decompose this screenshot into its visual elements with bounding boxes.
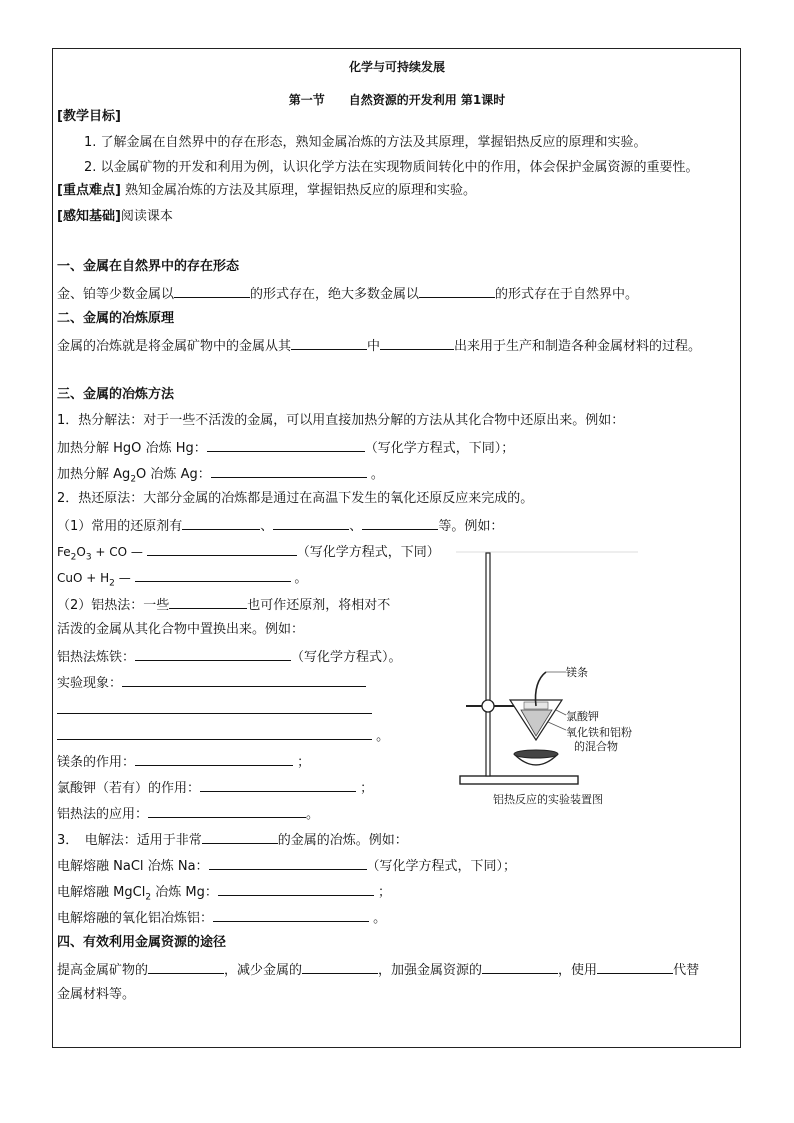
- objective-2: 2. 以金属矿物的开发和利用为例，认识化学方法在实现物质间转化中的作用，体会保护金属资源的重要性。: [84, 160, 699, 175]
- ag2o-line: 加热分解 $Ag_2O$ 冶炼 Ag： 。: [57, 464, 384, 484]
- section-1-heading: 一、金属在自然界中的存在形态: [57, 259, 240, 274]
- equation-blank[interactable]: [207, 438, 365, 452]
- key-points-label: [重点难点]: [57, 183, 121, 198]
- fill-blank[interactable]: [174, 284, 250, 298]
- thermite-intro-2: 活泼的金属从其化合物中置换出来。例如：: [57, 622, 305, 637]
- thermal-reduction: 2．热还原法：大部分金属的冶炼都是通过在高温下发生的氧化还原反应来完成的。: [57, 491, 534, 506]
- label-kclo3: 氯酸钾: [566, 710, 599, 723]
- answer-blank[interactable]: [148, 804, 306, 818]
- basic-reading: [57, 208, 173, 226]
- answer-blank[interactable]: [122, 673, 366, 687]
- equation-blank[interactable]: [209, 856, 367, 870]
- stand-base: [460, 776, 578, 784]
- phenomenon-line: 实验现象：: [57, 673, 366, 693]
- phenomenon-line-2: [57, 700, 372, 720]
- stand-rod: [486, 553, 490, 776]
- cuo-line: CuO + $H_2$ — 。: [57, 568, 307, 588]
- answer-blank[interactable]: [57, 726, 372, 740]
- section-4-heading: 四、有效利用金属资源的途径: [57, 935, 227, 950]
- mg-role-line: 镁条的作用： ；: [57, 752, 310, 772]
- reducing-agents-line: （1）常用的还原剂有 、 、 等。例如：: [57, 516, 503, 536]
- fill-blank[interactable]: [148, 960, 224, 974]
- alumina-line: 电解熔融的氧化铝冶炼铝： 。: [57, 908, 386, 928]
- fill-blank[interactable]: [169, 595, 247, 609]
- section-4-line-2: 金属材料等。: [57, 987, 136, 1002]
- fe2o3-line: $Fe_2O_3$ + CO — （写化学方程式，下同）: [57, 542, 440, 562]
- section-2-line: 金属的冶炼就是将金属矿物中的金属从其 中 出来用于生产和制造各种金属材料的过程。: [57, 336, 701, 356]
- phenomenon-line-3: 。: [57, 726, 389, 746]
- fill-blank[interactable]: [597, 960, 673, 974]
- equation-blank[interactable]: [147, 542, 297, 556]
- thermal-decomposition: 1．热分解法：对于一些不活泼的金属，可以用直接加热分解的方法从其化合物中还原出来。例如：: [57, 413, 625, 428]
- fill-blank[interactable]: [182, 516, 260, 530]
- section-3-heading: 三、金属的冶炼方法: [57, 387, 175, 402]
- basic-text: 阅读课本: [120, 209, 173, 224]
- equation-blank[interactable]: [211, 464, 367, 478]
- apparatus-drawing: [448, 550, 648, 790]
- chapter-title: 化学与可持续发展: [348, 60, 445, 74]
- kclo3-role-line: 氯酸钾（若有）的作用： ；: [57, 778, 373, 798]
- thermite-apply-line: 铝热法的应用： 。: [57, 804, 319, 824]
- fill-blank[interactable]: [380, 336, 454, 350]
- figure-caption: 铝热反应的实验装置图: [493, 793, 603, 806]
- hgo-line: 加热分解 HgO 冶炼 Hg： （写化学方程式，下同）；: [57, 438, 514, 458]
- label-mixture-2: 的混合物: [574, 740, 618, 753]
- answer-blank[interactable]: [200, 778, 356, 792]
- section-1-line: 金、铂等少数金属以 的形式存在，绝大多数金属以 的形式存在于自然界中。: [57, 284, 638, 304]
- thermite-apparatus-figure: [448, 550, 648, 820]
- label-mixture-1: 氧化铁和铝粉: [566, 726, 632, 739]
- thermite-intro: （2）铝热法：一些 也可作还原剂，将相对不: [57, 595, 390, 615]
- objective-1: 1. 了解金属在自然界中的存在形态，熟知金属冶炼的方法及其原理，掌握铝热反应的原理和实验。: [84, 135, 647, 150]
- answer-blank[interactable]: [57, 700, 372, 714]
- mgcl2-line: 电解熔融 MgCl$_2$ 冶炼 Mg： ；: [57, 882, 391, 902]
- equation-blank[interactable]: [135, 568, 291, 582]
- answer-blank[interactable]: [135, 752, 293, 766]
- fill-blank[interactable]: [291, 336, 367, 350]
- key-points-text: 熟知金属冶炼的方法及其原理，掌握铝热反应的原理和实验。: [125, 183, 477, 198]
- fill-blank[interactable]: [202, 830, 278, 844]
- fill-blank[interactable]: [419, 284, 495, 298]
- fill-blank[interactable]: [302, 960, 378, 974]
- clamp-boss: [482, 700, 494, 712]
- section-2-heading: 二、金属的冶炼原理: [57, 311, 175, 326]
- equation-blank[interactable]: [213, 908, 369, 922]
- sand-in-dish: [514, 750, 558, 758]
- section-4-line: 提高金属矿物的 ，减少金属的 ，加强金属资源的 ，使用 代替: [57, 960, 699, 980]
- electrolysis-line: 3． 电解法：适用于非常 的金属的冶炼。例如：: [57, 830, 408, 850]
- equation-blank[interactable]: [218, 882, 374, 896]
- nacl-line: 电解熔融 NaCl 冶炼 Na： （写化学方程式，下同）；: [57, 856, 516, 876]
- label-magnesium: 镁条: [566, 666, 588, 679]
- key-points: [57, 182, 476, 200]
- thermite-iron-line: 铝热法炼铁： （写化学方程式）。: [57, 647, 402, 667]
- fill-blank[interactable]: [482, 960, 558, 974]
- basic-label: [感知基础]: [57, 209, 121, 224]
- equation-blank[interactable]: [135, 647, 291, 661]
- objectives-label: [教学目标]: [57, 109, 121, 124]
- fill-blank[interactable]: [362, 516, 438, 530]
- fill-blank[interactable]: [273, 516, 349, 530]
- section-title: 第一节 自然资源的开发利用 第1课时: [288, 93, 506, 107]
